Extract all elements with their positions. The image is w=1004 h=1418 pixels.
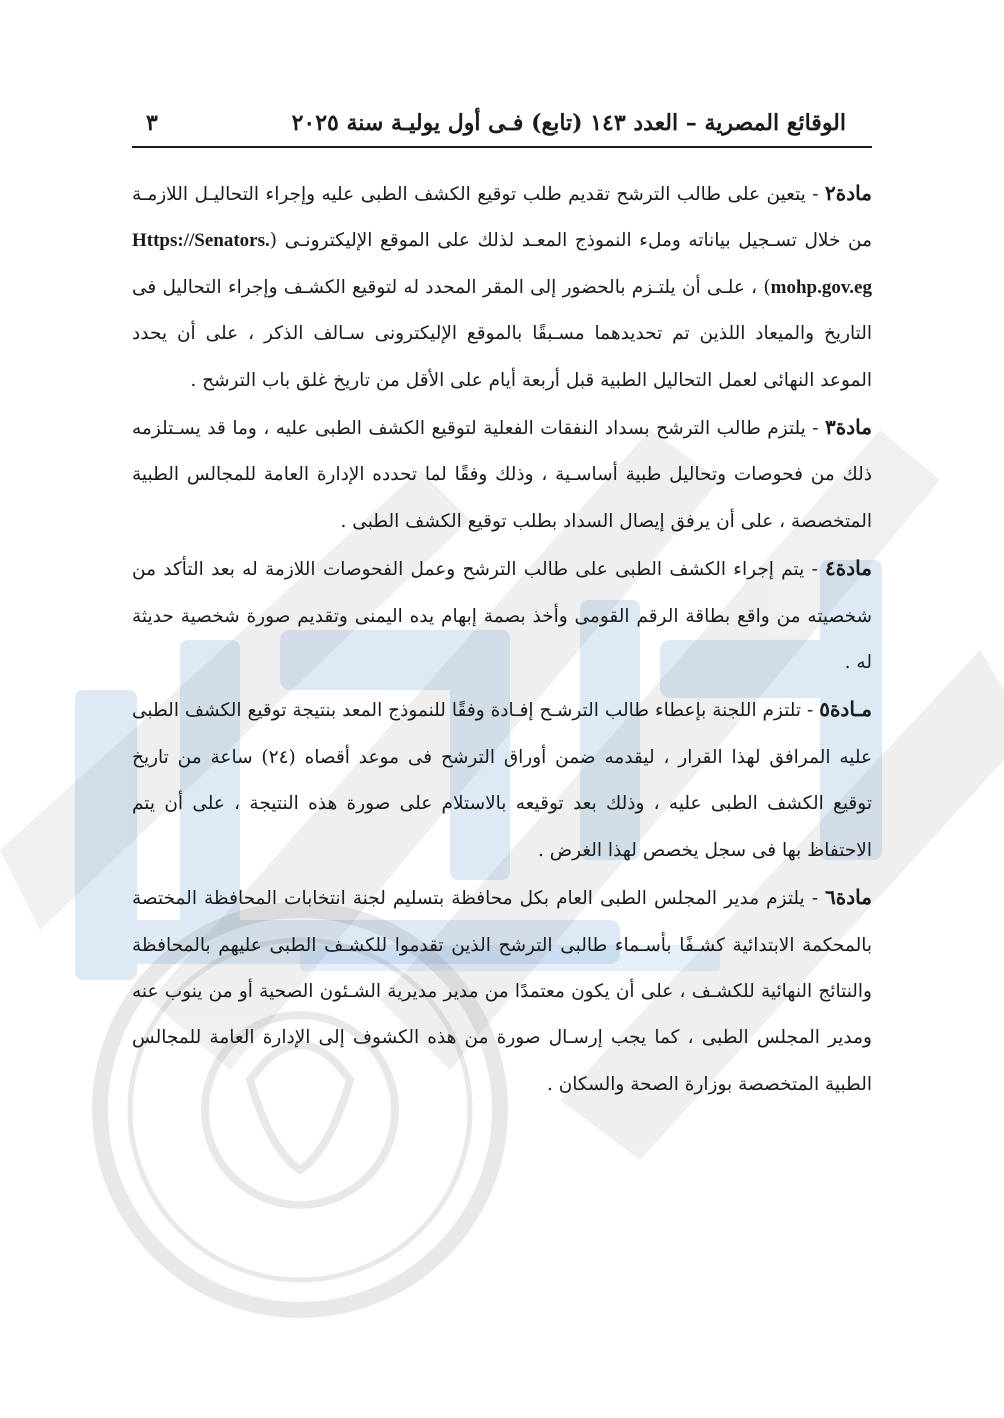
article-label: مـادة٥ [819, 697, 872, 722]
article-4 [132, 545, 872, 686]
article-label: مادة٢ [825, 181, 872, 205]
page-number: ٣ [146, 110, 158, 136]
article-label: مادة٣ [825, 415, 872, 440]
article-text-continued: ) ، علـى أن يلتـزم بالحضور إلى المقر المحدد له لتوقيع الكشـف وإجراء التحاليل فى التاريخ والميعاد اللذين تم تحديدهما مسـبقًا بالموقع الإليكترونى سـالف الذكر ، على أن يحدد الموعد النهائى لعمل التحاليل الطبية قبل أربعة أيام على الأقل من تاريخ غلق باب الترشح . [132, 276, 872, 391]
article-5 [132, 686, 872, 874]
page-header [132, 108, 872, 148]
article-3 [132, 404, 872, 545]
document-page [132, 108, 872, 1348]
gazette-title: الوقائع المصرية – العدد ١٤٣ (تابع) فـى أول يوليـة سنة ٢٠٢٥ [291, 110, 846, 136]
article-text: - تلتزم اللجنة بإعطاء طالب الترشـح إفـادة وفقًا للنموذج المعد بنتيجة توقيع الكشف الطبى عليه المرافق لهذا القرار ، ليقدمه ضمن أوراق الترشح فى موعد أقصاه (٢٤) ساعة من تاريخ توقيع الكشف الطبى عليه ، وذلك بعد توقيعه بالاستلام على صورة هذه النتيجة ، على أن يتم الاحتفاظ بها فى سجل يخصص لهذا الغرض . [132, 700, 872, 861]
website-url: Https://Senators. mohp.gov.eg [132, 230, 872, 298]
document-body [132, 170, 872, 1108]
article-text: - يلتزم طالب الترشح بسداد النفقات الفعلية لتوقيع الكشف الطبى عليه ، وما قد يسـتلزمه ذلك من فحوصات وتحاليل طبية أساسـية ، وذلك وفقًا لما تحدده الإدارة العامة للمجالس الطبية المتخصصة ، على أن يرفق إيصال السداد بطلب توقيع الكشف الطبى . [132, 418, 872, 532]
article-text: - يتعين على طالب الترشح تقديم طلب توقيع الكشف الطبى عليه وإجراء التحاليـل اللازمـة من خلال تسـجيل بياناته وملء النموذج المعـد لذلك على الموقع الإليكترونـى ( [132, 184, 872, 252]
article-label: مادة٤ [825, 556, 872, 581]
article-2 [132, 170, 872, 404]
article-label: مادة٦ [825, 885, 872, 910]
article-text: - يلتزم مدير المجلس الطبى العام بكل محافظة بتسليم لجنة انتخابات المحافظة المختصة بالمحكمة الابتدائية كشـفًا بأسـماء طالبى الترشح الذين تقدموا للكشـف الطبى عليهم بالمحافظة والنتائج النهائية للكشـف ، على أن يكون معتمدًا من مدير مديرية الشـئون الصحية أو من ينوب عنه ومدير المجلس الطبى ، كما يجب إرسـال صورة من هذه الكشوف إلى الإدارة العامة للمجالس الطبية المتخصصة بوزارة الصحة والسكان . [132, 888, 872, 1095]
article-text: - يتم إجراء الكشف الطبى على طالب الترشح وعمل الفحوصات اللازمة له بعد التأكد من شخصيته من واقع بطاقة الرقم القومى وأخذ بصمة إبهام يده اليمنى وتقديم صورة شخصية حديثة له . [132, 559, 872, 674]
article-6 [132, 874, 872, 1108]
